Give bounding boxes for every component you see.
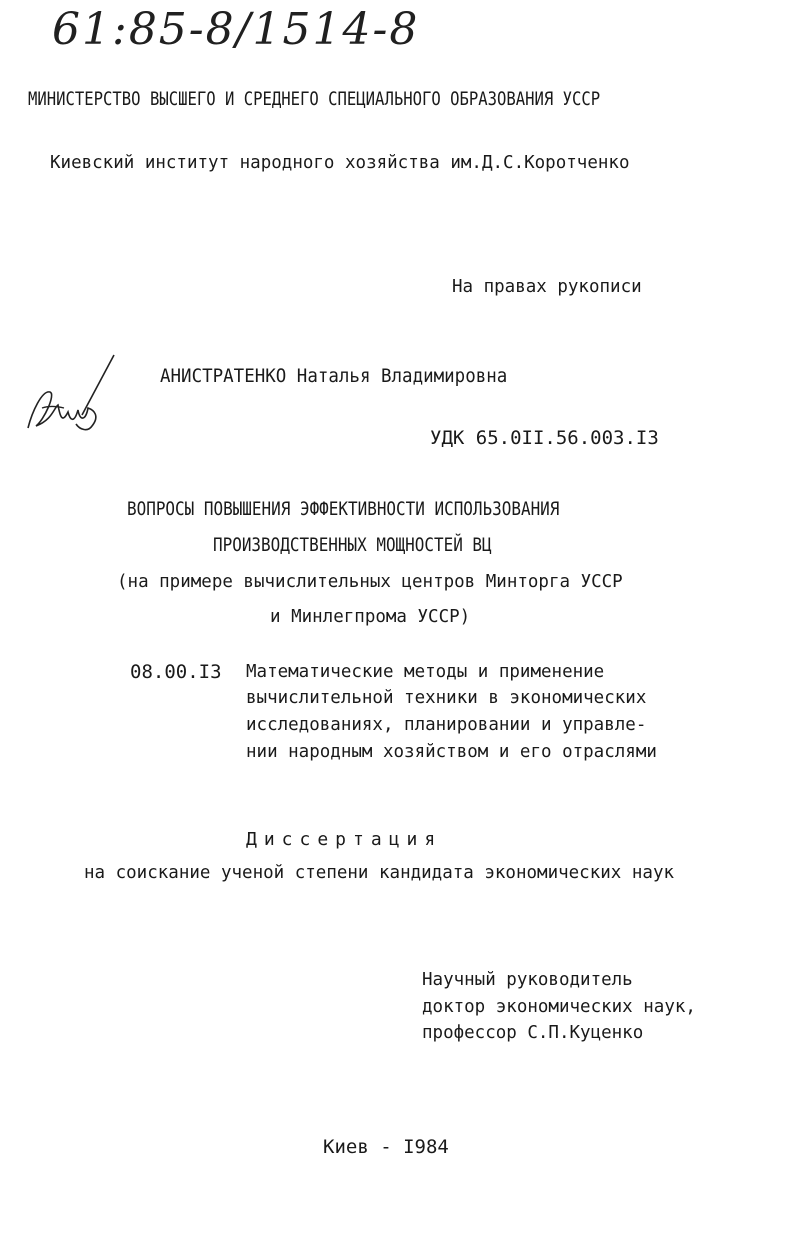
- udc-code: УДК 65.0II.56.003.I3: [430, 427, 659, 449]
- author-name: АНИСТРАТЕНКО Наталья Владимировна: [160, 365, 508, 387]
- specialty-line-3: исследованиях, планировании и управле-: [246, 715, 647, 735]
- specialty-line-1: Математические методы и применение: [246, 662, 605, 682]
- specialty-line-4: нии народным хозяйством и его отраслями: [246, 742, 657, 762]
- institute-name: Киевский институт народного хозяйства им.Д.С.Коротченко: [50, 153, 630, 173]
- dissertation-purpose: на соискание ученой степени кандидата экономических наук: [84, 863, 675, 883]
- place-year: Киев - I984: [323, 1136, 449, 1158]
- author-signature: [22, 350, 122, 440]
- title-line-4: и Минлегпрома УССР): [270, 607, 471, 627]
- supervisor-name: профессор С.П.Куценко: [422, 1023, 644, 1043]
- dissertation-label: Диссертация: [246, 829, 443, 850]
- manuscript-note: На правах рукописи: [452, 277, 642, 297]
- title-line-3: (на примере вычислительных центров Минторга УССР: [117, 572, 623, 592]
- supervisor-degree: доктор экономических наук,: [422, 997, 696, 1017]
- specialty-code: 08.00.I3: [130, 661, 222, 683]
- archive-code-handwritten: 61:85-8/1514-8: [52, 4, 420, 55]
- title-line-2: ПРОИЗВОДСТВЕННЫХ МОЩНОСТЕЙ ВЦ: [213, 534, 492, 556]
- ministry-heading: МИНИСТЕРСТВО ВЫСШЕГО И СРЕДНЕГО СПЕЦИАЛЬНОГО ОБРАЗОВАНИЯ УССР: [28, 88, 601, 110]
- title-line-1: ВОПРОСЫ ПОВЫШЕНИЯ ЭФФЕКТИВНОСТИ ИСПОЛЬЗОВАНИЯ: [127, 498, 560, 520]
- specialty-line-2: вычислительной техники в экономических: [246, 688, 647, 708]
- supervisor-title: Научный руководитель: [422, 970, 633, 990]
